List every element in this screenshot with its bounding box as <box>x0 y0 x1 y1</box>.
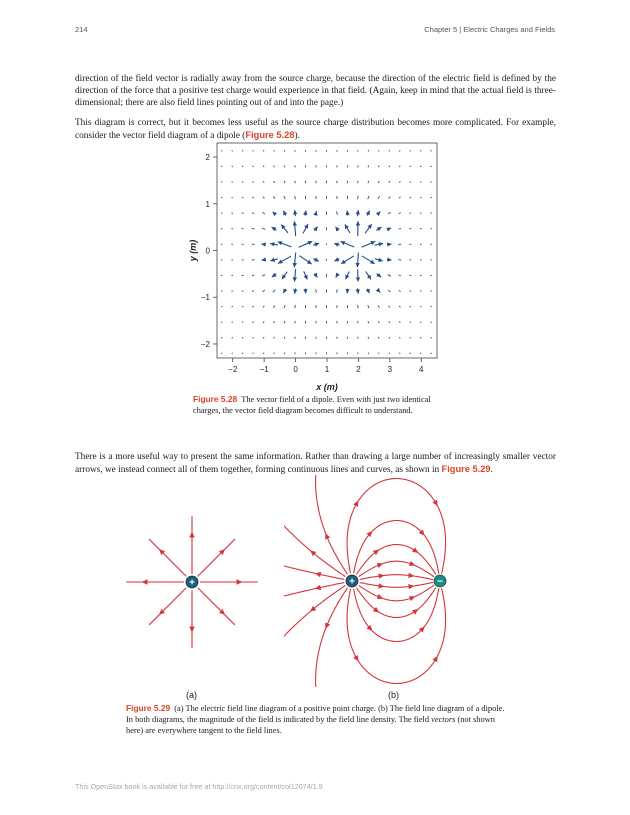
figure-5-28-caption <box>193 394 433 416</box>
vector-arrow <box>377 227 382 230</box>
vector-arrow <box>358 210 359 215</box>
dipole-field-line-set <box>284 475 446 687</box>
vector-arrow <box>273 197 274 199</box>
field-arrow <box>161 551 162 552</box>
vector-arrow <box>337 290 338 293</box>
vector-arrow <box>262 228 265 229</box>
vector-arrow <box>336 274 338 277</box>
y-tick-label: −2 <box>200 339 210 349</box>
vector-arrow <box>375 244 383 245</box>
footer-note: This OpenStax book is available for free at http://cnx.org/content/col12074/1.9 <box>75 782 323 791</box>
x-tick-label: −2 <box>228 365 238 374</box>
vector-arrow <box>272 274 276 277</box>
vector-arrow <box>253 197 254 198</box>
vector-arrow <box>271 244 278 245</box>
vector-arrow <box>263 306 264 307</box>
vector-arrow <box>316 290 317 293</box>
vector-arrow <box>341 256 353 263</box>
vector-arrow <box>294 253 295 267</box>
vector-arrow <box>284 321 285 322</box>
page-number: 214 <box>75 25 88 34</box>
vector-arrow <box>274 181 275 182</box>
vector-arrow <box>400 150 401 151</box>
vector-arrow <box>253 322 254 323</box>
vector-arrow <box>305 211 306 215</box>
vector-arrow <box>299 241 312 247</box>
vector-arrow <box>284 306 285 308</box>
vector-arrow <box>274 337 275 338</box>
paragraph-2-text: This diagram is correct, but it becomes less useful as the source charge distribution becomes more complicated. For example, consider the vector field diagram of a dipole ( <box>75 118 556 142</box>
vector-arrow <box>347 289 348 293</box>
vector-arrow <box>357 253 358 267</box>
vector-arrow <box>410 182 411 183</box>
vector-arrow <box>253 182 254 183</box>
y-axis-label: y (m) <box>188 239 198 262</box>
vector-arrow <box>263 181 264 182</box>
figure-5-28-link[interactable]: Figure 5.28 <box>245 130 295 141</box>
dipole-negative-symbol: − <box>437 576 443 588</box>
dipole-field-arrow <box>422 533 423 534</box>
dipole-field-arrow <box>356 503 357 504</box>
figure-5-29-caption-em: vectors <box>431 715 456 724</box>
field-arrow <box>222 551 223 552</box>
vector-arrow <box>274 166 275 167</box>
dipole-field-lines <box>284 475 536 687</box>
dipole-field-line <box>354 521 439 574</box>
vector-arrow <box>378 181 379 182</box>
plot-frame <box>217 143 437 358</box>
field-line <box>149 539 186 576</box>
vector-arrow <box>273 212 275 214</box>
figure-5-29-caption-post: (not shown here) are everywhere tangent to the field lines. <box>126 715 495 735</box>
dipole-field-arrow <box>376 610 377 611</box>
axes-ticks <box>201 153 424 374</box>
vector-arrow <box>263 166 264 167</box>
vector-arrow <box>278 256 290 263</box>
vector-arrow <box>378 197 379 199</box>
dipole-field-arrow <box>312 552 313 553</box>
vector-arrow <box>400 337 401 338</box>
vector-arrow <box>303 224 308 233</box>
dipole-field-arrow <box>415 611 416 612</box>
vector-arrow <box>378 212 380 214</box>
vector-arrow <box>410 166 411 167</box>
vector-arrow <box>399 275 401 276</box>
vector-arrow <box>263 290 265 291</box>
vector-arrow <box>262 260 265 261</box>
vector-arrow <box>389 337 390 338</box>
vector-arrow <box>388 260 391 261</box>
dipole-field-arrow <box>356 658 357 659</box>
dipole-field-arrow <box>370 628 371 629</box>
figure-5-29-link[interactable]: Figure 5.29 <box>441 464 491 475</box>
x-tick-label: 4 <box>419 365 424 374</box>
vector-arrow <box>420 151 421 152</box>
vector-arrow <box>295 289 296 294</box>
y-tick-label: −1 <box>200 293 210 303</box>
vector-arrow <box>242 151 243 152</box>
vector-arrow <box>399 322 400 323</box>
vector-arrow <box>389 181 390 182</box>
x-tick-label: 1 <box>324 365 330 374</box>
vector-arrow <box>253 166 254 167</box>
field-line <box>149 588 186 625</box>
y-tick-label: 1 <box>205 199 210 209</box>
vector-arrow <box>368 321 369 323</box>
vector-arrow <box>262 275 264 276</box>
vector-arrow <box>304 272 307 279</box>
vector-arrow <box>410 197 411 198</box>
vector-arrow <box>388 228 391 229</box>
x-tick-label: −1 <box>259 365 269 374</box>
dipole-field-arrow <box>436 658 437 659</box>
vector-arrow <box>337 212 338 215</box>
vector-arrow <box>410 306 411 307</box>
panel-b-label: (b) <box>388 690 399 700</box>
vector-arrow <box>399 291 400 292</box>
vector-arrow <box>389 322 390 323</box>
vector-arrow <box>274 306 275 308</box>
dipole-field-arrow <box>422 629 423 630</box>
vector-arrow <box>242 353 243 354</box>
figure-5-29-caption <box>126 703 508 736</box>
vector-arrow <box>316 212 317 215</box>
vector-arrow <box>378 322 379 323</box>
vector-arrow <box>358 289 359 294</box>
vector-arrow <box>242 306 243 307</box>
vector-arrow <box>368 181 369 183</box>
vector-arrow <box>273 290 275 292</box>
field-line <box>198 588 235 625</box>
field-arrow <box>222 612 223 613</box>
dipole-field-arrow <box>370 533 371 534</box>
vector-arrow <box>252 213 253 214</box>
vector-arrow <box>388 275 391 276</box>
vector-arrow <box>232 151 233 152</box>
x-tick-label: 0 <box>293 365 298 374</box>
vector-arrow <box>366 272 371 279</box>
vector-arrow <box>242 166 243 167</box>
paragraph-3-end: . <box>490 465 493 476</box>
x-axis-label: x (m) <box>316 382 338 392</box>
vector-arrow <box>295 305 296 308</box>
figure-5-28-caption-text: The vector field of a dipole. Even with just two identical charges, the vector field diagram becomes difficult to understand. <box>193 395 431 415</box>
vector-arrow <box>253 306 254 307</box>
vector-arrow <box>399 228 401 229</box>
figure-5-28-label: Figure 5.28 <box>193 394 238 404</box>
vector-arrow <box>377 274 381 277</box>
vector-arrow <box>347 211 348 215</box>
dipole-field-line <box>360 575 433 580</box>
vector-arrow <box>283 211 285 215</box>
vector-arrow <box>389 197 390 198</box>
vector-arrow <box>336 227 338 230</box>
vector-arrow <box>272 227 276 230</box>
vector-arrow <box>345 225 350 233</box>
vector-arrow <box>252 228 254 229</box>
vector-arrow <box>410 353 411 354</box>
vector-arrow <box>389 306 390 307</box>
vector-arrow <box>253 151 254 152</box>
vector-arrow <box>362 256 374 263</box>
vector-arrow <box>420 353 421 354</box>
vector-arrow <box>271 259 277 261</box>
vector-arrow <box>315 274 317 277</box>
dipole-field-arrow <box>415 551 416 552</box>
dipole-field-arrow <box>312 609 313 610</box>
paragraph-3 <box>75 451 556 476</box>
vector-arrow <box>367 211 369 215</box>
x-tick-label: 3 <box>387 365 393 374</box>
vector-arrow <box>263 212 265 213</box>
y-tick-label: 0 <box>205 246 210 256</box>
vector-arrow <box>378 306 379 308</box>
vector-arrow <box>335 259 339 261</box>
vector-arrow <box>295 210 296 215</box>
vector-arrow <box>368 196 369 198</box>
vector-arrow <box>295 270 296 281</box>
vector-arrow <box>365 224 371 232</box>
vector-arrow <box>284 196 285 198</box>
vector-arrow <box>410 322 411 323</box>
vector-arrow <box>368 305 369 307</box>
dipole-field-line <box>347 479 446 574</box>
vector-arrow <box>242 337 243 338</box>
point-charge-field-lines <box>118 512 266 652</box>
vector-arrow <box>263 197 264 198</box>
vector-arrow <box>388 212 390 213</box>
vector-arrow <box>295 196 296 199</box>
dipole-field-line <box>284 475 345 577</box>
chapter-header: Chapter 5 | Electric Charges and Fields <box>424 25 555 34</box>
vector-arrow <box>263 337 264 338</box>
vector-arrow <box>410 151 411 152</box>
vector-arrow <box>282 272 287 279</box>
vector-arrow <box>313 243 318 245</box>
figure-5-29-caption-pre: (a) The electric field line diagram of a positive point charge. (b) The field line diagram of a dipole. In both diagrams, the magnitude of the field is indicated by the field line density. The field <box>126 704 505 724</box>
vector-arrow <box>400 166 401 167</box>
vector-arrow <box>399 182 400 183</box>
vector-arrow <box>388 290 390 291</box>
dipole-vector-field-chart <box>186 138 450 394</box>
vector-arrow <box>346 272 349 279</box>
field-line <box>198 539 235 576</box>
vector-arrow <box>281 225 287 233</box>
dipole-field-arrow <box>376 551 377 552</box>
dipole-field-line <box>284 585 345 687</box>
dipole-positive-symbol: + <box>349 576 355 588</box>
vector-arrows <box>221 150 431 354</box>
vector-arrow <box>284 289 286 293</box>
vector-arrow <box>232 353 233 354</box>
paragraph-1: direction of the field vector is radially away from the source charge, because the direction of the electric field is defined by the direction of the force that a positive test charge would experience in that field. (Again, keep in mind that the actual field is three-dimensional; there are also field lines pointing out of and into the page.) <box>75 74 556 109</box>
vector-arrow <box>294 222 295 236</box>
vector-arrow <box>300 256 312 264</box>
vector-arrow <box>410 337 411 338</box>
figure-5-29-label: Figure 5.29 <box>126 703 171 713</box>
y-tick-label: 2 <box>205 153 210 163</box>
paragraph-2-end: ). <box>294 131 300 142</box>
vector-arrow <box>389 166 390 167</box>
positive-symbol: + <box>189 577 195 589</box>
dipole-field-line <box>347 588 446 683</box>
vector-arrow <box>284 181 285 183</box>
vector-arrow <box>263 322 264 323</box>
vector-arrow <box>314 259 319 261</box>
vector-arrow <box>252 275 254 276</box>
vector-arrow <box>341 242 354 247</box>
vector-arrow <box>379 166 380 167</box>
vector-arrow <box>253 353 254 354</box>
dipole-field-line <box>354 588 439 641</box>
vector-arrow <box>375 259 382 261</box>
vector-arrow <box>367 289 369 293</box>
x-tick-label: 2 <box>356 365 361 374</box>
vector-arrow <box>274 322 275 323</box>
vector-arrow <box>253 337 254 338</box>
paragraph-3-text: There is a more useful way to present the same information. Rather than drawing a large number of increasingly smaller vector arrows, we instead connect all of them together, forming continuous lines and curves, as shown in <box>75 452 556 476</box>
vector-arrow <box>252 291 253 292</box>
vector-arrow <box>378 290 380 292</box>
vector-arrow <box>379 337 380 338</box>
vector-arrow <box>315 227 318 230</box>
vector-arrow <box>335 244 340 245</box>
dipole-field-arrow <box>436 503 437 504</box>
vector-arrow <box>399 213 400 214</box>
panel-a-label: (a) <box>186 690 197 700</box>
vector-arrow <box>278 242 291 247</box>
vector-arrow <box>399 197 400 198</box>
vector-arrow <box>362 242 375 247</box>
dipole-field-line <box>360 582 433 587</box>
field-arrow <box>161 612 162 613</box>
vector-arrow <box>399 306 400 307</box>
